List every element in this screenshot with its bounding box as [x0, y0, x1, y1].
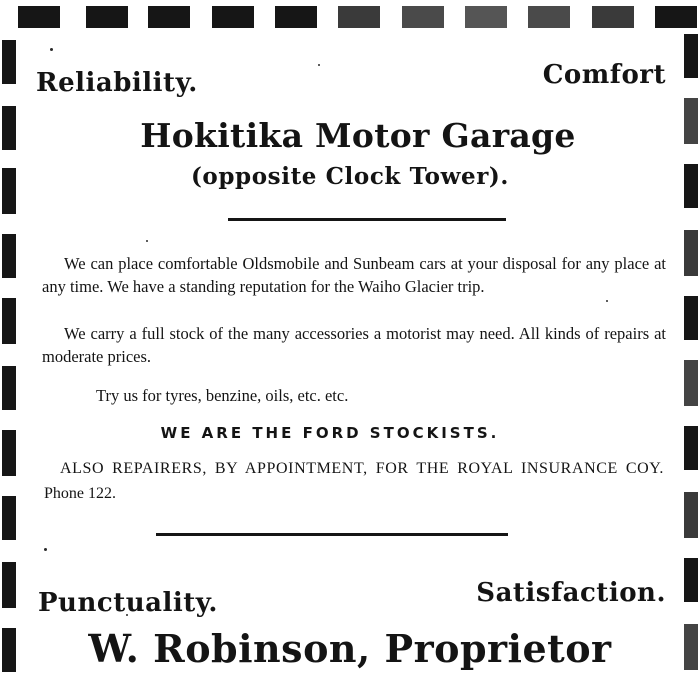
cars-paragraph: We can place comfortable Oldsmobile and Sunbeam cars at your disposal for any place at any time. We have a standing reputation for the Waiho Glacier trip. [42, 254, 666, 296]
print-speck [44, 548, 47, 551]
garage-location: (opposite Clock Tower). [190, 163, 510, 190]
punctuality-heading: Punctuality. [38, 588, 218, 618]
repairers-text: ALSO REPAIRERS, BY APPOINTMENT, FOR THE ROYAL INSURANCE COY. [60, 460, 664, 477]
print-speck [50, 48, 53, 51]
ford-stockists-line: WE ARE THE FORD STOCKISTS. [160, 424, 500, 442]
print-speck [146, 240, 148, 242]
print-speck [606, 300, 608, 302]
top-ornamental-border [0, 6, 700, 28]
tyres-line: Try us for tyres, benzine, oils, etc. etc. [96, 386, 349, 405]
phone-number: Phone 122. [44, 485, 116, 502]
top-divider-rule [228, 218, 506, 221]
bottom-divider-rule [156, 533, 508, 536]
print-speck [318, 64, 320, 66]
garage-title: Hokitika Motor Garage [140, 116, 576, 155]
comfort-heading: Comfort [542, 60, 666, 90]
satisfaction-heading: Satisfaction. [476, 578, 666, 608]
repairers-paragraph [44, 456, 664, 506]
proprietor-name: W. Robinson, Proprietor [88, 626, 612, 671]
accessories-paragraph: We carry a full stock of the many accessories a motorist may need. All kinds of repairs at moderate prices. [42, 324, 666, 366]
reliability-heading: Reliability. [36, 68, 198, 98]
